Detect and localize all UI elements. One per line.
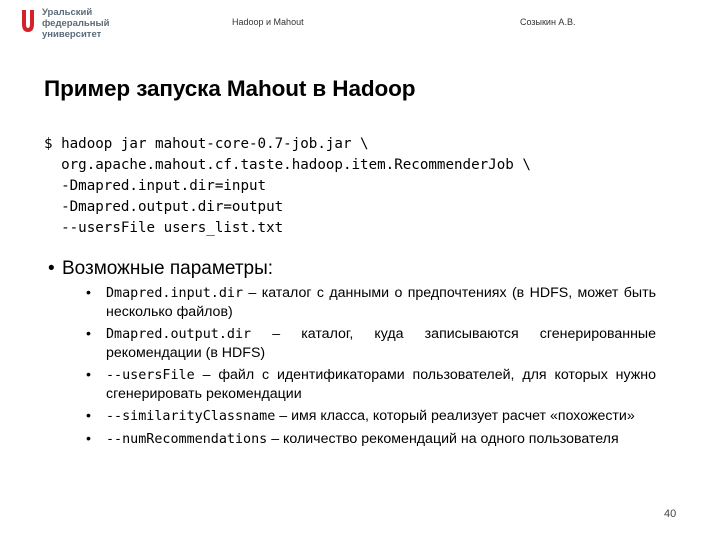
param-option: --usersFile	[106, 368, 195, 383]
bullet-icon: •	[86, 367, 91, 383]
command-line: --usersFile users_list.txt	[44, 220, 284, 236]
param-description: – каталог, куда записываются сгенерированные рекомендации (в HDFS)	[106, 326, 656, 361]
logo-line: Уральский	[42, 7, 93, 18]
param-description: – имя класса, который реализует расчет «похожести»	[275, 408, 635, 424]
param-description: – каталог с данными о предпочтениях (в HDFS, может быть несколько файлов)	[106, 285, 656, 320]
page-number: 40	[664, 508, 677, 520]
command-line: -Dmapred.input.dir=input	[44, 178, 267, 194]
command-block	[44, 134, 531, 239]
param-option: Dmapred.output.dir	[106, 327, 252, 342]
command-line: -Dmapred.output.dir=output	[44, 199, 284, 215]
param-option: --similarityClassname	[106, 409, 276, 424]
list-item	[86, 366, 656, 403]
logo-text	[42, 7, 109, 40]
urfu-logo-icon	[20, 8, 36, 36]
slide-title: Пример запуска Mahout в Hadoop	[44, 76, 416, 101]
university-logo	[20, 6, 120, 40]
params-heading	[48, 258, 273, 280]
list-item	[86, 325, 656, 362]
list-item	[86, 407, 656, 426]
params-list	[86, 284, 656, 453]
bullet-icon: •	[86, 431, 91, 447]
command-line: org.apache.mahout.cf.taste.hadoop.item.RecommenderJob \	[44, 157, 531, 173]
param-description: – количество рекомендаций на одного пользователя	[267, 431, 619, 447]
list-item	[86, 430, 656, 449]
param-option: Dmapred.input.dir	[106, 286, 244, 301]
logo-line: университет	[42, 29, 102, 40]
bullet-icon: •	[86, 285, 91, 301]
bullet-icon: •	[48, 258, 55, 279]
list-item	[86, 284, 656, 321]
bullet-icon: •	[86, 326, 91, 342]
logo-line: федеральный	[42, 18, 110, 29]
param-description: – файл с идентификаторами пользователей, для которых нужно сгенерировать рекомендации	[106, 367, 656, 402]
header-author: Созыкин А.В.	[520, 17, 576, 27]
param-option: --numRecommendations	[106, 432, 268, 447]
command-line: $ hadoop jar mahout-core-0.7-job.jar \	[44, 136, 369, 152]
header-course: Hadoop и Mahout	[232, 17, 304, 27]
params-heading-text: Возможные параметры:	[62, 258, 274, 279]
bullet-icon: •	[86, 408, 91, 424]
